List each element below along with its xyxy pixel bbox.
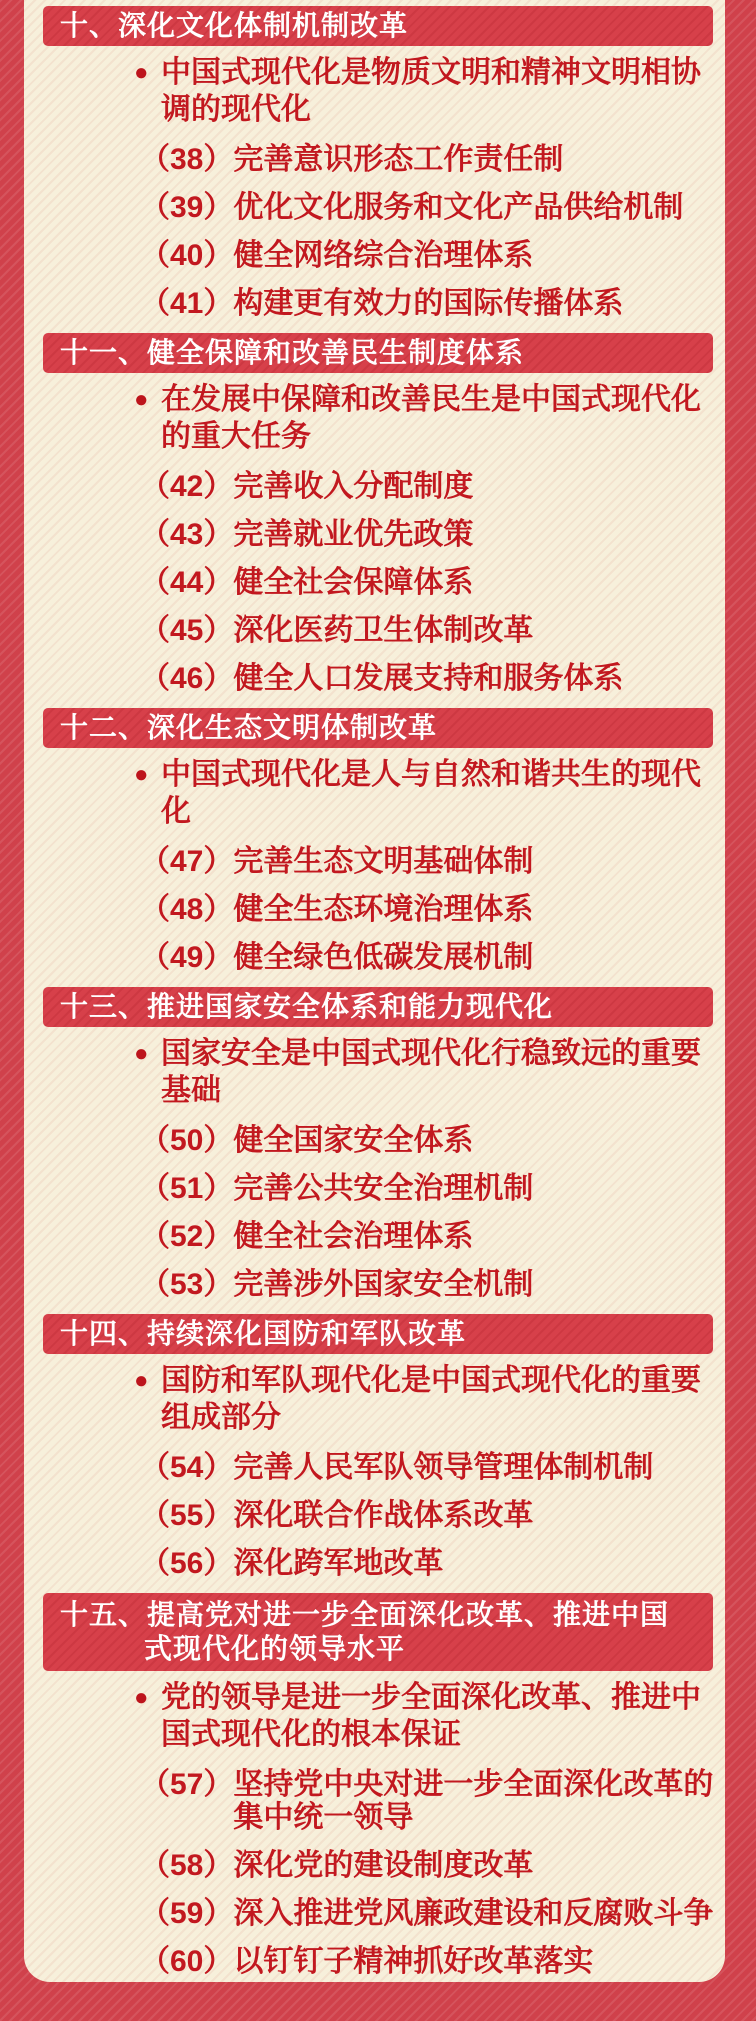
bullet-text-line: 在发展中保障和改善民生是中国式现代化 xyxy=(161,383,701,416)
reform-item xyxy=(140,1849,711,1882)
section-header xyxy=(43,987,713,1027)
bullet-icon: ● xyxy=(134,59,149,86)
item-text xyxy=(233,614,533,647)
reform-item xyxy=(140,1124,711,1157)
reform-item xyxy=(140,1451,711,1484)
item-number: （43） xyxy=(140,518,234,551)
item-number: （44） xyxy=(140,566,234,599)
section-12 xyxy=(24,708,725,974)
item-text-line: 完善收入分配制度 xyxy=(233,470,474,503)
item-number: （55） xyxy=(140,1499,234,1532)
bullet-text-line: 化 xyxy=(161,795,191,828)
item-text-line: 构建更有效力的国际传播体系 xyxy=(233,287,624,320)
item-text-line: 健全社会治理体系 xyxy=(233,1220,474,1253)
section-15 xyxy=(24,1593,725,1978)
item-number: （56） xyxy=(140,1547,234,1580)
item-text-line: 深化联合作战体系改革 xyxy=(233,1499,534,1532)
bullet-text-line: 国式现代化的根本保证 xyxy=(161,1718,461,1751)
item-text-line: 优化文化服务和文化产品供给机制 xyxy=(233,191,684,224)
section-title: 十一、健全保障和改善民生制度体系 xyxy=(60,337,525,368)
bullet-point xyxy=(134,756,711,830)
section-13 xyxy=(24,987,725,1301)
item-number: （41） xyxy=(140,287,234,320)
reform-item xyxy=(140,1499,711,1532)
item-text xyxy=(233,1220,473,1253)
item-text xyxy=(233,1768,713,1834)
bullet-text-line: 国家安全是中国式现代化行稳致远的重要 xyxy=(161,1037,701,1070)
reform-item xyxy=(140,566,711,599)
reform-item xyxy=(140,1897,714,1930)
bullet-text-line: 组成部分 xyxy=(161,1401,281,1434)
reform-item xyxy=(140,287,711,320)
item-text-line: 深化医药卫生体制改革 xyxy=(233,614,534,647)
reform-item xyxy=(140,239,711,272)
bullet-text-line: 党的领导是进一步全面深化改革、推进中 xyxy=(161,1681,701,1714)
item-number: （49） xyxy=(140,941,234,974)
item-text xyxy=(233,566,473,599)
item-number: （46） xyxy=(140,662,234,695)
section-10 xyxy=(24,6,725,320)
bullet-text-line: 的重大任务 xyxy=(161,420,311,453)
item-number: （59） xyxy=(140,1897,234,1930)
section-title: 十二、深化生态文明体制改革 xyxy=(60,712,438,743)
bullet-point xyxy=(134,54,711,128)
item-number: （54） xyxy=(140,1451,234,1484)
item-number: （47） xyxy=(140,845,234,878)
item-text-line: 健全人口发展支持和服务体系 xyxy=(233,662,624,695)
item-text-line: 健全社会保障体系 xyxy=(233,566,474,599)
section-header xyxy=(43,6,713,46)
item-text xyxy=(233,941,533,974)
item-text-line: 完善意识形态工作责任制 xyxy=(233,143,564,176)
item-number: （51） xyxy=(140,1172,234,1205)
item-text xyxy=(233,1499,533,1532)
item-text-line: 完善生态文明基础体制 xyxy=(233,845,534,878)
reform-item xyxy=(140,662,711,695)
item-text xyxy=(233,1547,443,1580)
bullet-point xyxy=(134,1362,711,1436)
item-text xyxy=(233,1172,533,1205)
item-text-line: 以钉钉子精神抓好改革落实 xyxy=(233,1945,594,1978)
bullet-text-line: 国防和军队现代化是中国式现代化的重要 xyxy=(161,1364,701,1397)
reform-item xyxy=(140,941,711,974)
item-text xyxy=(233,1945,593,1978)
bullet-text-line: 中国式现代化是人与自然和谐共生的现代 xyxy=(161,758,701,791)
reform-item xyxy=(140,1768,714,1834)
item-text xyxy=(233,662,623,695)
bullet-icon: ● xyxy=(134,1367,149,1394)
bullet-text xyxy=(161,756,701,830)
section-header xyxy=(43,708,713,748)
item-number: （53） xyxy=(140,1268,234,1301)
bullet-text-line: 基础 xyxy=(161,1074,221,1107)
item-text-line: 深入推进党风廉政建设和反腐败斗争 xyxy=(233,1897,714,1930)
item-text xyxy=(233,470,473,503)
item-number: （48） xyxy=(140,893,234,926)
item-number: （60） xyxy=(140,1945,234,1978)
section-header xyxy=(43,1593,713,1671)
reform-item xyxy=(140,1220,711,1253)
bullet-text xyxy=(161,381,701,455)
item-text xyxy=(233,287,623,320)
item-text-line: 完善公共安全治理机制 xyxy=(233,1172,534,1205)
item-number: （52） xyxy=(140,1220,234,1253)
item-text xyxy=(233,1268,533,1301)
section-11 xyxy=(24,333,725,695)
item-text-line: 完善涉外国家安全机制 xyxy=(233,1268,534,1301)
reform-item xyxy=(140,191,711,224)
reform-item xyxy=(140,470,711,503)
item-text-line: 完善人民军队领导管理体制机制 xyxy=(233,1451,654,1484)
bullet-icon: ● xyxy=(134,761,149,788)
item-text-line: 健全生态环境治理体系 xyxy=(233,893,534,926)
reform-item xyxy=(140,1945,711,1978)
reform-item xyxy=(140,614,711,647)
bullet-point xyxy=(134,381,711,455)
reform-item xyxy=(140,518,711,551)
item-number: （58） xyxy=(140,1849,234,1882)
section-title: 十五、提高党对进一步全面深化改革、推进中国 xyxy=(60,1599,670,1630)
item-text-line: 完善就业优先政策 xyxy=(233,518,474,551)
bullet-icon: ● xyxy=(134,1684,149,1711)
item-text-line: 坚持党中央对进一步全面深化改革的 xyxy=(233,1768,714,1801)
item-text xyxy=(233,518,473,551)
bullet-icon: ● xyxy=(134,386,149,413)
item-text-line: 深化党的建设制度改革 xyxy=(233,1849,534,1882)
section-header xyxy=(43,1314,713,1354)
bullet-text xyxy=(161,54,701,128)
reform-item xyxy=(140,845,711,878)
item-text-line: 深化跨军地改革 xyxy=(233,1547,444,1580)
item-text xyxy=(233,1451,653,1484)
reform-item xyxy=(140,1547,711,1580)
item-text xyxy=(233,1849,533,1882)
bullet-text-line: 调的现代化 xyxy=(161,93,311,126)
bullet-point xyxy=(134,1679,711,1753)
item-text-line: 健全绿色低碳发展机制 xyxy=(233,941,534,974)
item-text xyxy=(233,143,563,176)
item-text-line: 健全国家安全体系 xyxy=(233,1124,474,1157)
reform-item xyxy=(140,1268,711,1301)
section-title: 十三、推进国家安全体系和能力现代化 xyxy=(60,991,554,1022)
reform-item xyxy=(140,143,711,176)
bullet-icon: ● xyxy=(134,1040,149,1067)
item-number: （42） xyxy=(140,470,234,503)
item-text xyxy=(233,1897,713,1930)
bullet-point xyxy=(134,1035,711,1109)
item-text xyxy=(233,893,533,926)
item-text-line: 集中统一领导 xyxy=(233,1801,414,1834)
reform-item xyxy=(140,1172,711,1205)
section-title: 十、深化文化体制机制改革 xyxy=(60,10,409,41)
item-number: （57） xyxy=(140,1768,234,1801)
item-text xyxy=(233,845,533,878)
section-header xyxy=(43,333,713,373)
section-14 xyxy=(24,1314,725,1580)
section-title: 十四、持续深化国防和军队改革 xyxy=(60,1318,467,1349)
item-text xyxy=(233,239,533,272)
item-number: （40） xyxy=(140,239,234,272)
item-number: （50） xyxy=(140,1124,234,1157)
section-title: 式现代化的领导水平 xyxy=(144,1633,406,1664)
content-panel xyxy=(24,0,725,1982)
reform-item xyxy=(140,893,711,926)
bullet-text-line: 中国式现代化是物质文明和精神文明相协 xyxy=(161,56,701,89)
item-text xyxy=(233,1124,473,1157)
item-number: （38） xyxy=(140,143,234,176)
item-text xyxy=(233,191,683,224)
item-text-line: 健全网络综合治理体系 xyxy=(233,239,534,272)
item-number: （39） xyxy=(140,191,234,224)
bullet-text xyxy=(161,1362,701,1436)
bullet-text xyxy=(161,1035,701,1109)
item-number: （45） xyxy=(140,614,234,647)
bullet-text xyxy=(161,1679,701,1753)
